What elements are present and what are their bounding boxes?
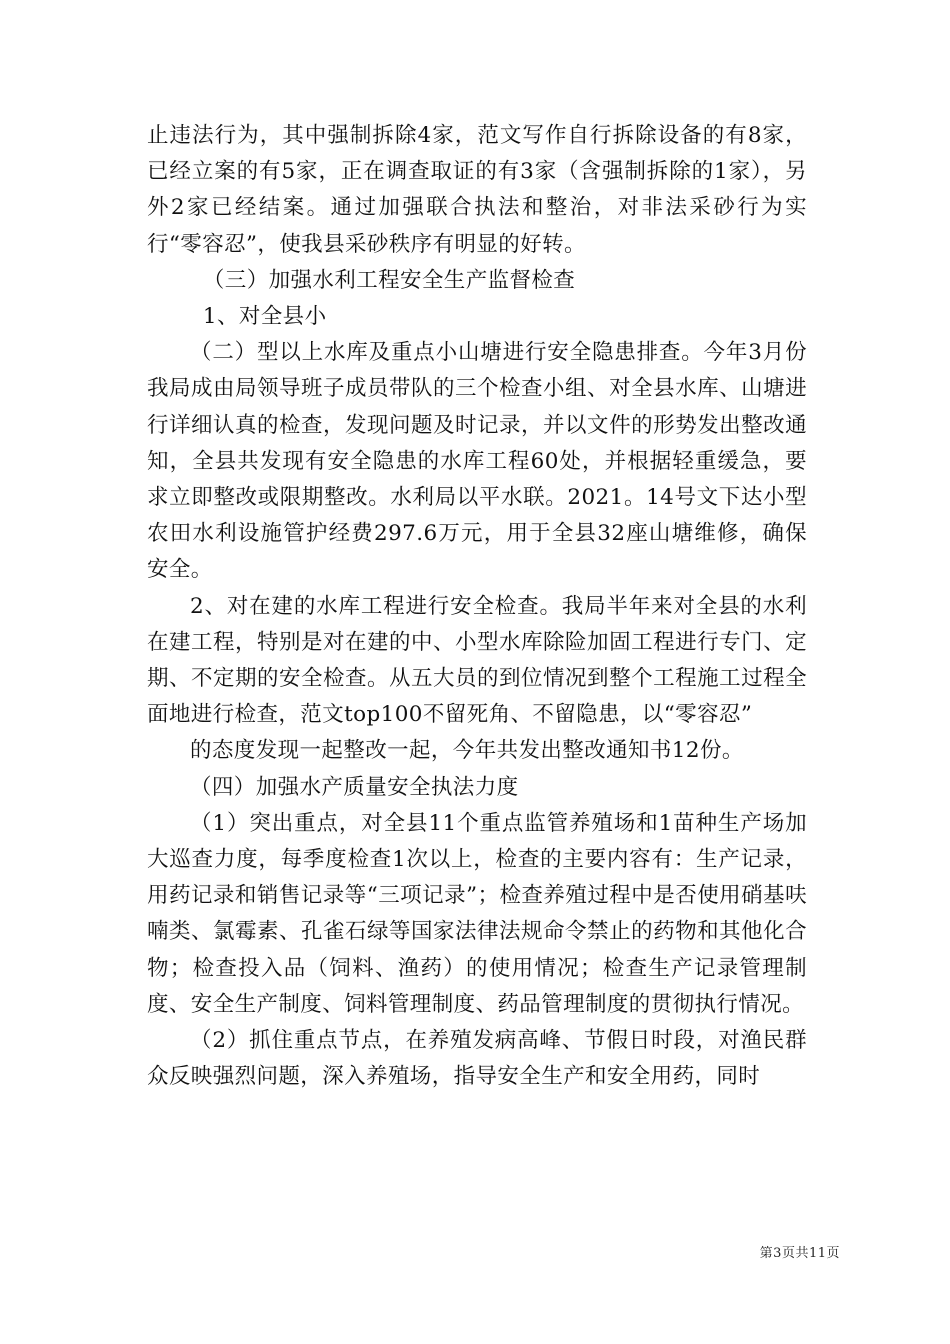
document-body bbox=[147, 118, 807, 1095]
paragraph: 的态度发现一起整改一起，今年共发出整改通知书12份。 bbox=[190, 738, 744, 764]
paragraph: （1）突出重点，对全县11个重点监管养殖场和1苗种生产场加大巡查力度，每季度检查1次以上，检查的主要内容有：生产记录，用药记录和销售记录等“三项记录”；检查养殖过程中是否使用硝基呋喃类、氯霉素、孔雀石绿等国家法律法规命令禁止的药物和其他化合物；检查投入品（饲料、渔药）的使用情况；检查生产记录管理制度、安全生产制度、饲料管理制度、药品管理制度的贯彻执行情况。 bbox=[147, 810, 807, 1017]
section-heading: （四）加强水产质量安全执法力度 bbox=[190, 774, 519, 800]
list-item: 1、对全县小 bbox=[202, 304, 327, 330]
section-heading: （三）加强水利工程安全生产监督检查 bbox=[202, 267, 576, 293]
paragraph: 止违法行为，其中强制拆除4家，范文写作自行拆除设备的有8家，已经立案的有5家，正在调查取证的有3家（含强制拆除的1家），另外2家已经结案。通过加强联合执法和整治，对非法采砂行为实行“零容忍”，使我县采砂秩序有明显的好转。 bbox=[147, 123, 807, 257]
paragraph: （2）抓住重点节点，在养殖发病高峰、节假日时段，对渔民群众反映强烈问题，深入养殖场，指导安全生产和安全用药，同时 bbox=[147, 1028, 807, 1090]
page-number-footer: 第3页共11页 bbox=[759, 1246, 840, 1261]
paragraph: （二）型以上水库及重点小山塘进行安全隐患排查。今年3月份我局成由局领导班子成员带队的三个检查小组、对全县水库、山塘进行详细认真的检查，发现问题及时记录，并以文件的形势发出整改通知，全县共发现有安全隐患的水库工程60处，并根据轻重缓急，要求立即整改或限期整改。水利局以平水联。2021。14号文下达小型农田水利设施管护经费297.6万元，用于全县32座山塘维修，确保安全。 bbox=[147, 340, 807, 583]
paragraph: 2、对在建的水库工程进行安全检查。我局半年来对全县的水利在建工程，特别是对在建的中、小型水库除险加固工程进行专门、定期、不定期的安全检查。从五大员的到位情况到整个工程施工过程全面地进行检查，范文top100不留死角、不留隐患，以“零容忍” bbox=[147, 593, 807, 728]
